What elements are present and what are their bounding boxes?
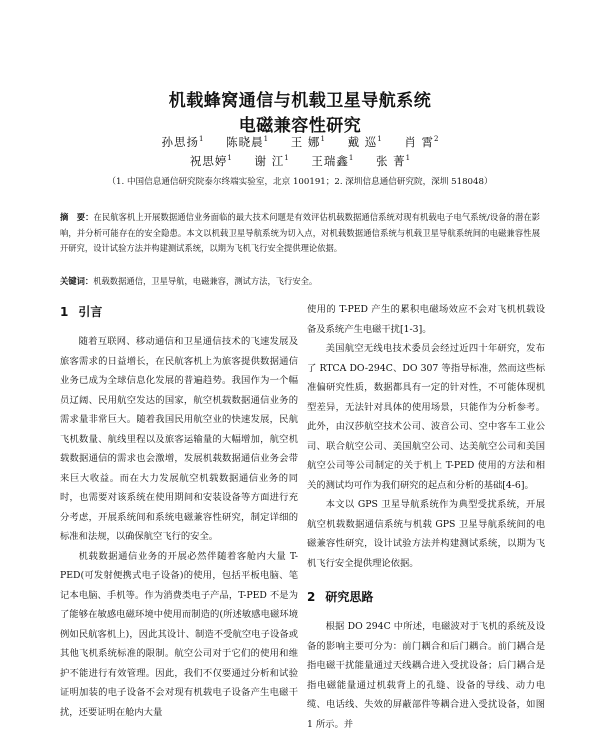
body-paragraph: 随着互联网、移动通信和卫星通信技术的飞速发展及旅客需求的日益增长，在民航客机上为旅客提供数据通信业务已成为全球信息化发展的普遍趋势。我国作为一个幅员辽阔、民用航空发达的国家，航空机载数据通信业务的需求量非常巨大。随着我国民用航空业的快速发展，民航飞机数量、航线里程以及旅客运输量的大幅增加，航空机载数据通信的需求也会激增，发展机载数据通信业务会带来巨大收益。而在大力发展航空机载数据通信业务的同时，也需要对该系统在使用期间和安装设备等方面进行充分考虑，开展系统间和系统电磁兼容性研究，制定详细的标准和法规，以确保航空飞行的安全。	[60, 336, 298, 542]
body-paragraph: 美国航空无线电技术委员会经过近四十年研究，发布了 RTCA DO-294C、DO 307 等指导标准，然而这些标准偏研究性质，数据都具有一定的针对性，不可能体现机型差异，无法针对具体的使用场景，只能作为分析参考。此外，由汉莎航空技术公司、波音公司、空中客车工业公司、联合航空公司、美国航空公司、达美航空公司和美国航空公司等公司制定的关于机上 T-PED 使用的方法和相关的测试均可作为我们研究的起点和分析的基础[4-6]。	[307, 343, 545, 491]
left-column	[60, 300, 298, 722]
author: 王瑞鑫$^1$	[311, 154, 354, 168]
author: 王 娜$^1$	[290, 135, 325, 149]
section-heading-introduction: 1 引言	[60, 305, 103, 319]
keywords	[60, 274, 540, 289]
author: 肖 霄$^2$	[404, 135, 439, 149]
author: 祝思婷$^1$	[189, 154, 232, 168]
author: 谢 江$^1$	[254, 154, 289, 168]
author: 孙思扬$^1$	[161, 135, 204, 149]
keywords-text: 机载数据通信，卫星导航，电磁兼容，测试方法，飞行安全。	[93, 276, 318, 286]
paper-title-line-1: 机载蜂窝通信与机载卫星导航系统	[168, 91, 432, 111]
body-paragraph: 根据 DO 294C 中所述，电磁波对于飞机的系统及设备的影响主要可分为：前门耦合和后门耦合。前门耦合是指电磁干扰能量通过天线耦合进入受扰设备；后门耦合是指电磁能量通过机载背上的孔缝、设备的导线、动力电缆、电话线、失效的屏蔽部件等耦合进入受扰设备，如图 1 所示。并	[307, 621, 545, 730]
right-column	[307, 300, 545, 734]
author-list-line-1	[0, 134, 600, 150]
keywords-label: 关键词：	[60, 276, 94, 286]
affiliation: （1. 中国信息通信研究院泰尔终端实验室，北京 100191；2. 深圳信息通信研究院，深圳 518048）	[107, 177, 493, 187]
abstract-text: 在民航客机上开展数据通信业务面临的最大技术问题是有效评估机载数据通信系统对现有机载电子电气系统/设备的潜在影响，并分析可能存在的安全隐患。本文以机载卫星导航系统为切入点，对机载数据通信系统与机载卫星导航系统间的电磁兼容性展开研究，设计试验方法并构建测试系统，以期为飞机飞行安全提供理论依据。	[60, 212, 540, 253]
body-paragraph: 本文以 GPS 卫星导航系统作为典型受扰系统，开展航空机载数据通信系统与机载 GPS 卫星导航系统间的电磁兼容性研究，设计试验方法并构建测试系统，以期为飞机飞行安全提供理论依据。	[307, 499, 545, 569]
body-paragraph: 机载数据通信业务的开展必然伴随着客舱内大量 T-PED(可发射便携式电子设备)的使用，包括平板电脑、笔记本电脑、手机等。作为消费类电子产品，T-PED 不是为了能够在敏感电磁环境中使用而制造的(所述敏感电磁环境例如民航客机上)，因此其设计、制造不受航空电子设备或其他飞机系统标准的限制。航空公司对于它们的使用和维护不能进行有效管理。因此，我们不仅要通过分析和试验证明加装的电子设备不会对现有机载电子设备产生电磁干扰，还要证明在舱内大量	[60, 550, 298, 718]
author-list-line-2	[0, 153, 600, 169]
section-heading-research-approach: 2 研究思路	[307, 590, 374, 604]
author: 陈晓晨$^1$	[226, 135, 269, 149]
abstract	[60, 210, 540, 257]
paper-title-line-2: 电磁兼容性研究	[238, 116, 362, 136]
abstract-label: 摘 要：	[60, 212, 94, 222]
author: 戴 巡$^1$	[347, 135, 382, 149]
author: 张 菁$^1$	[375, 154, 411, 168]
body-paragraph: 使用的 T-PED 产生的累积电磁场效应不会对飞机机载设备及系统产生电磁干扰[1-3]。	[307, 304, 545, 335]
